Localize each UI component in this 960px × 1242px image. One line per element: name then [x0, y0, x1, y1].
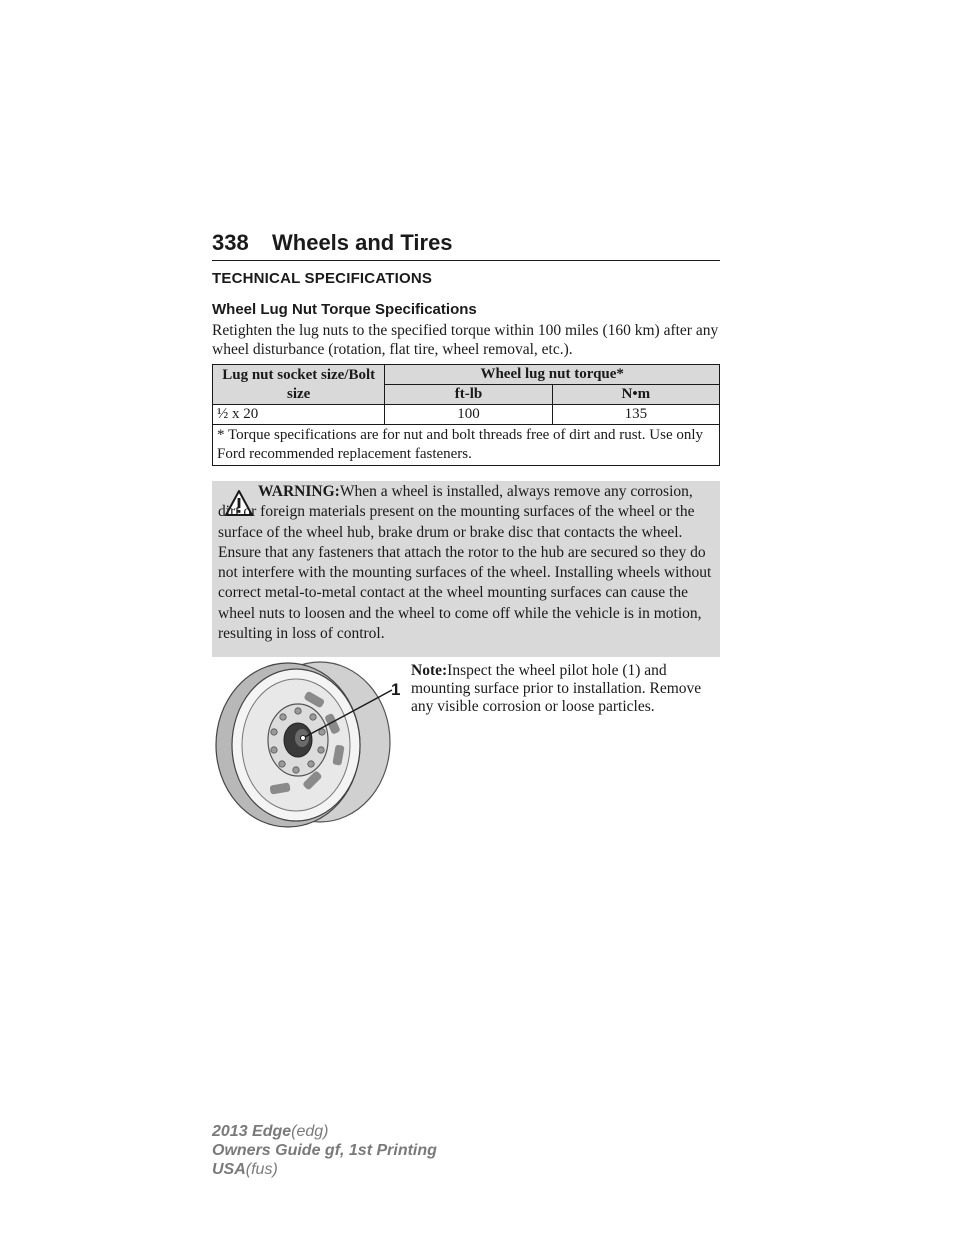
warning-body: When a wheel is installed, always remove any corrosion, dirt or foreign materials present on the mounting surfaces of the wheel or the surface of the wheel hub, brake drum or brake disc that contacts the wheel. Ensure that any fasteners that attach the rotor to the hub are secured so they do not interfere with the mounting surfaces of the wheel. Installing wheels without correct metal-to-metal contact at the wheel mounting surfaces can cause the wheel nuts to loosen and the wheel to come off while the vehicle is in motion, resulting in loss of control.	[218, 483, 712, 643]
unit-ftlb: ft-lb	[385, 385, 552, 405]
section-title: Wheels and Tires	[272, 230, 453, 255]
unit-nm: N•m	[552, 385, 719, 405]
torque-table	[212, 364, 720, 466]
warning-text	[218, 482, 716, 644]
footer-model: 2013 Edge	[212, 1123, 292, 1140]
page-footer	[212, 1122, 437, 1179]
footer-market: USA	[212, 1161, 246, 1178]
footer-line-3	[212, 1160, 437, 1179]
figure-callout: 1	[391, 680, 401, 699]
note-body: Inspect the wheel pilot hole (1) and mounting surface prior to installation. Remove any visible corrosion or loose particles.	[411, 662, 702, 715]
page-header	[212, 230, 720, 260]
header-rule	[212, 260, 720, 261]
footer-line-2: Owners Guide gf, 1st Printing	[212, 1142, 437, 1159]
subheading: Wheel Lug Nut Torque Specifications	[212, 301, 477, 318]
footer-line-1	[212, 1122, 437, 1141]
col-header-torque: Wheel lug nut torque*	[385, 365, 720, 385]
col-header-size: Lug nut socket size/Bolt size	[213, 365, 385, 405]
table-footnote: * Torque specifications are for nut and bolt threads free of dirt and rust. Use only Ford recommended replacement fasteners.	[213, 425, 720, 466]
cell-nm: 135	[552, 405, 719, 425]
footer-market-code: (fus)	[245, 1161, 278, 1178]
page-number: 338	[212, 230, 249, 255]
note-label: Note:	[411, 662, 448, 679]
warning-box	[212, 481, 720, 657]
warning-label: WARNING:	[258, 483, 340, 500]
section-heading: TECHNICAL SPECIFICATIONS	[212, 270, 433, 287]
footer-model-code: (edg)	[291, 1123, 329, 1140]
table-row	[213, 405, 720, 425]
cell-ftlb: 100	[385, 405, 552, 425]
wheel-illustration	[210, 660, 410, 830]
cell-size: ½ x 20	[213, 405, 385, 425]
note-paragraph	[411, 662, 723, 716]
intro-paragraph: Retighten the lug nuts to the specified torque within 100 miles (160 km) after any wheel disturbance (rotation, flat tire, wheel removal, etc.).	[212, 322, 719, 358]
